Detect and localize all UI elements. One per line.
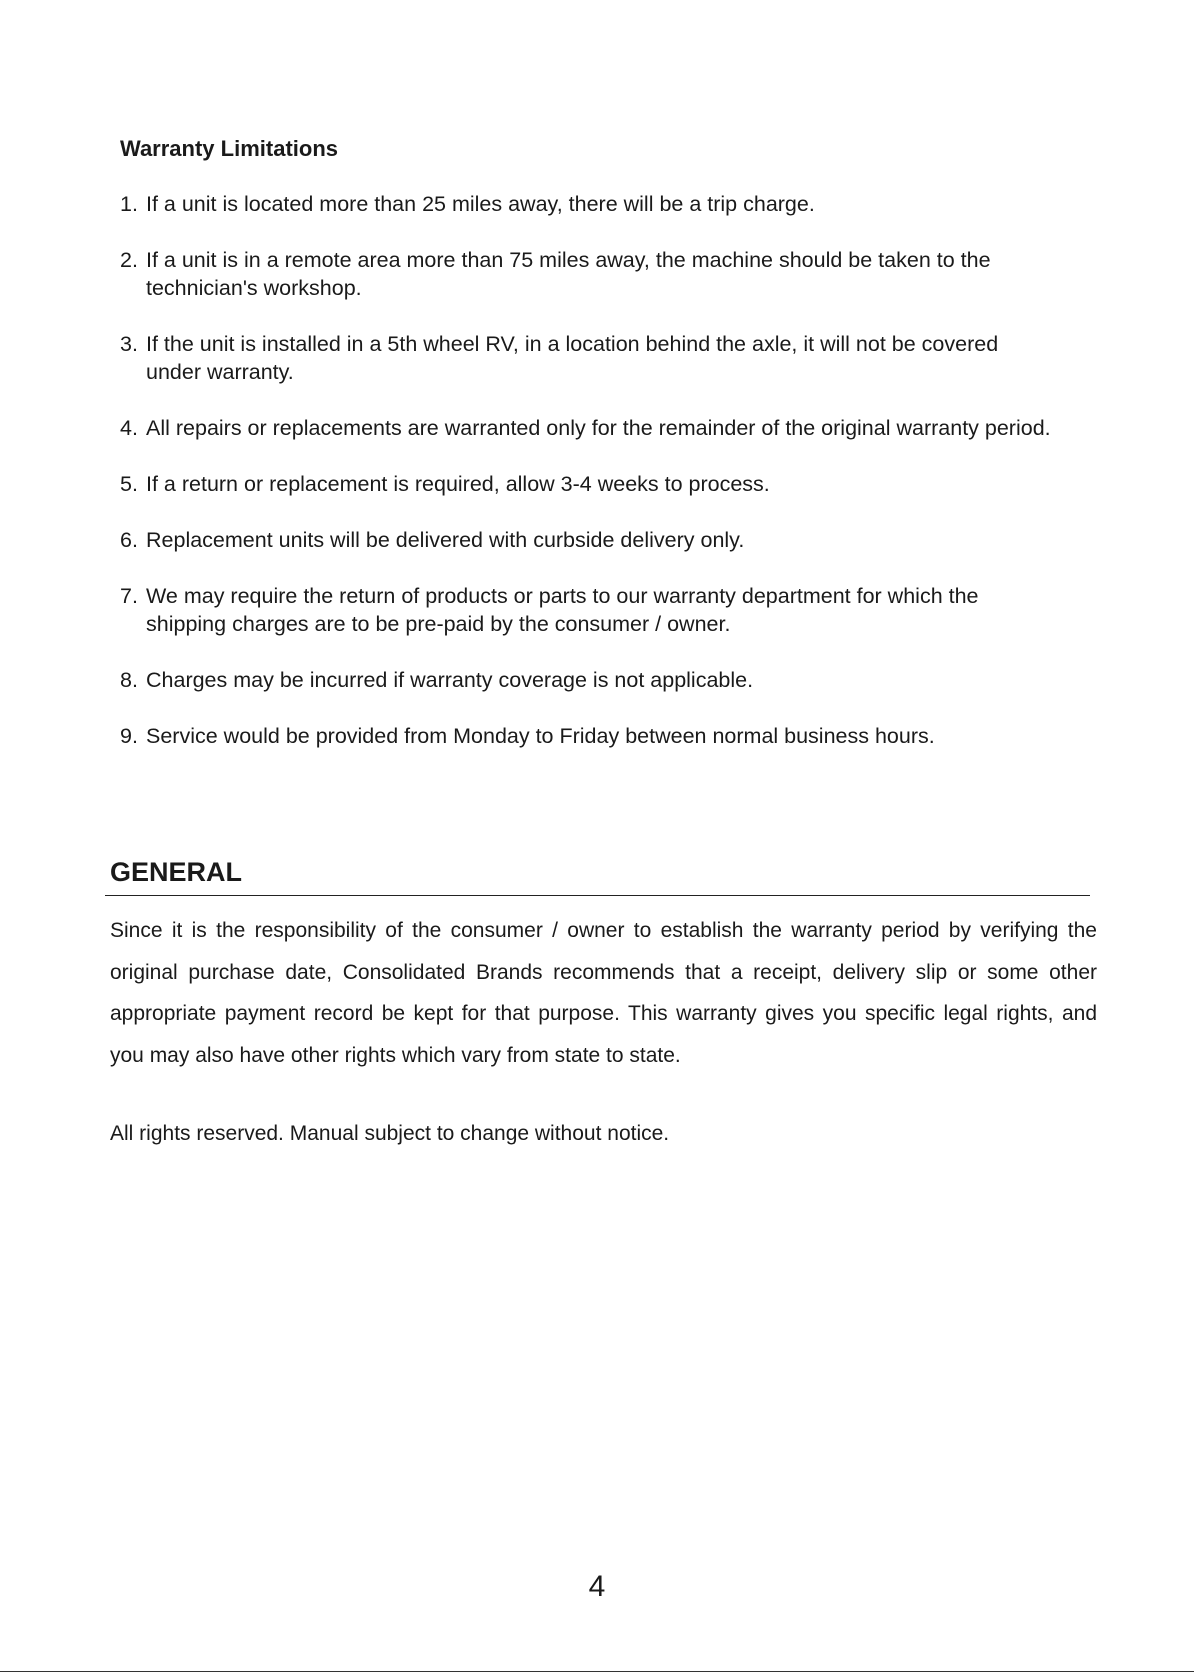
list-item (120, 582, 1170, 638)
item-number: 6. (120, 528, 138, 552)
item-number: 3. (120, 332, 138, 356)
item-number: 2. (120, 248, 138, 272)
list-item (120, 526, 1170, 554)
page-bottom-edge (0, 1671, 1194, 1672)
item-text: Replacement units will be delivered with curbside delivery only. (146, 528, 745, 552)
general-paragraph: Since it is the responsibility of the consumer / owner to establish the warranty period by verifying the original purchase date, Consolidated Brands recommends that a receipt, delivery slip or some other appropriate payment record be kept for that purpose. This warranty gives you specific legal rights, and you may also have other rights which vary from state to state. (110, 919, 1097, 1067)
item-text: If the unit is installed in a 5th wheel RV, in a location behind the axle, it will not be covered under warranty. (146, 332, 999, 384)
item-text: If a unit is located more than 25 miles away, there will be a trip charge. (146, 192, 815, 216)
list-item (120, 330, 1170, 386)
item-number: 7. (120, 584, 138, 608)
item-number: 8. (120, 668, 138, 692)
item-text: If a return or replacement is required, allow 3-4 weeks to process. (146, 472, 770, 496)
item-number: 9. (120, 724, 138, 748)
item-text: If a unit is in a remote area more than 75 miles away, the machine should be taken to the technician's workshop. (146, 248, 991, 300)
item-number: 4. (120, 416, 138, 440)
item-text: All repairs or replacements are warranted only for the remainder of the original warranty period. (146, 416, 1051, 440)
list-item (120, 190, 1170, 218)
general-heading: GENERAL (110, 857, 243, 887)
item-number: 1. (120, 192, 138, 216)
item-text: We may require the return of products or parts to our warranty department for which the shipping charges are to be pre-paid by the consumer / owner. (146, 584, 979, 636)
list-item (120, 722, 1170, 750)
item-text: Charges may be incurred if warranty coverage is not applicable. (146, 668, 754, 692)
page-number: 4 (588, 1570, 606, 1603)
section-divider (105, 895, 1090, 896)
item-number: 5. (120, 472, 138, 496)
list-item (120, 666, 1170, 694)
list-item (120, 470, 1170, 498)
list-item (120, 246, 1170, 302)
list-item (120, 414, 1170, 442)
warranty-limitations-list (120, 190, 1170, 778)
rights-reserved-note: All rights reserved. Manual subject to change without notice. (110, 1122, 670, 1145)
item-text: Service would be provided from Monday to Friday between normal business hours. (146, 724, 935, 748)
warranty-limitations-heading: Warranty Limitations (120, 136, 338, 161)
